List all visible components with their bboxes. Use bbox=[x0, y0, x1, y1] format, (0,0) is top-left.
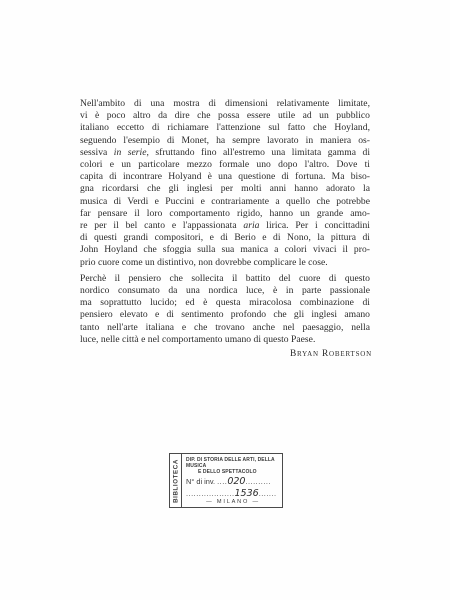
stamp-header-line1: DIP. DI STORIA DELLE ARTI, DELLA MUSICA bbox=[186, 457, 275, 469]
stamp-inventory-line: N° di inv. ....020.......... bbox=[186, 476, 272, 487]
stamp-side-label: BIBLIOTECA bbox=[172, 458, 179, 503]
text-line: sessiva in serie, sfruttando fino all'estremo una limitata gamma di bbox=[80, 146, 371, 158]
stamp-footer-city: MILANO bbox=[216, 499, 250, 505]
text-line: seguendo l'esempio di Monet, ha sempre lavorato in maniera os- bbox=[80, 134, 370, 146]
text-line: pensiero elevato e di sentimento profondo che gli inglesi amano bbox=[80, 309, 370, 321]
essay-text bbox=[80, 98, 370, 346]
text-line: di questi grandi compositori, e di Berio e di Nono, la pittura di bbox=[80, 232, 370, 244]
stamp-second-line: ...................1536....... bbox=[186, 488, 277, 499]
text-line: re per il bel canto e l'appassionata aria lirica. Per i concittadini bbox=[80, 220, 370, 232]
text-line: Perchè il pensiero che sollecita il battito del cuore di questo bbox=[80, 272, 370, 284]
text-line: far pensare il loro comportamento rigido, hanno un grande amo- bbox=[80, 207, 370, 219]
text-line: vi è poco altro da dire che possa essere utile ad un pubblico bbox=[80, 110, 370, 122]
stamp-footer: — MILANO — bbox=[206, 499, 260, 505]
stamp-inv-value: 020 bbox=[227, 476, 246, 487]
paragraph-2 bbox=[80, 273, 370, 346]
author-signature: Bryan Robertson bbox=[289, 349, 372, 359]
stamp-header bbox=[186, 457, 280, 475]
text-line: musica di Verdi e Puccini e contrariamente a quello che potrebbe bbox=[80, 195, 370, 207]
text-line: gna ricordarsi che gli inglesi per molti anni hanno adorato la bbox=[80, 183, 370, 195]
text-line: capita di incontrare Holyand è una questione di fortuna. Ma biso- bbox=[80, 171, 370, 183]
text-line: Nell'ambito di una mostra di dimensioni relativamente limitate, bbox=[80, 98, 370, 109]
stamp-side-panel bbox=[170, 454, 182, 507]
library-stamp bbox=[169, 453, 283, 508]
text-line: nordico consumato da una nordica luce, è in parte passionale bbox=[80, 285, 370, 297]
text-line: prio cuore come un distintivo, non dovrebbe complicare le cose. bbox=[80, 256, 328, 268]
text-line: colori e un particolare mezzo formale uno dopo l'altro. Dove ti bbox=[80, 159, 370, 171]
text-line: ma soprattutto lucido; ed è questa miracolosa combinazione di bbox=[80, 297, 370, 309]
text-line: tanto nell'arte italiana e che trovano anche nel paesaggio, nella bbox=[80, 321, 370, 333]
text-line: luce, nelle città e nel comportamento umano di questo Paese. bbox=[80, 333, 316, 345]
text-line: John Hoyland che sfoggia sulla sua manica a colori vivaci il pro- bbox=[80, 244, 370, 256]
paragraph-1 bbox=[80, 98, 370, 269]
text-line: italiano eccetto di richiamare l'attenzione sul fatto che Hoyland, bbox=[80, 122, 370, 134]
stamp-second-value: 1536 bbox=[234, 488, 259, 499]
stamp-header-line2: E DELLO SPETTACOLO bbox=[198, 469, 257, 475]
stamp-inv-label: N° di inv. bbox=[186, 477, 216, 486]
